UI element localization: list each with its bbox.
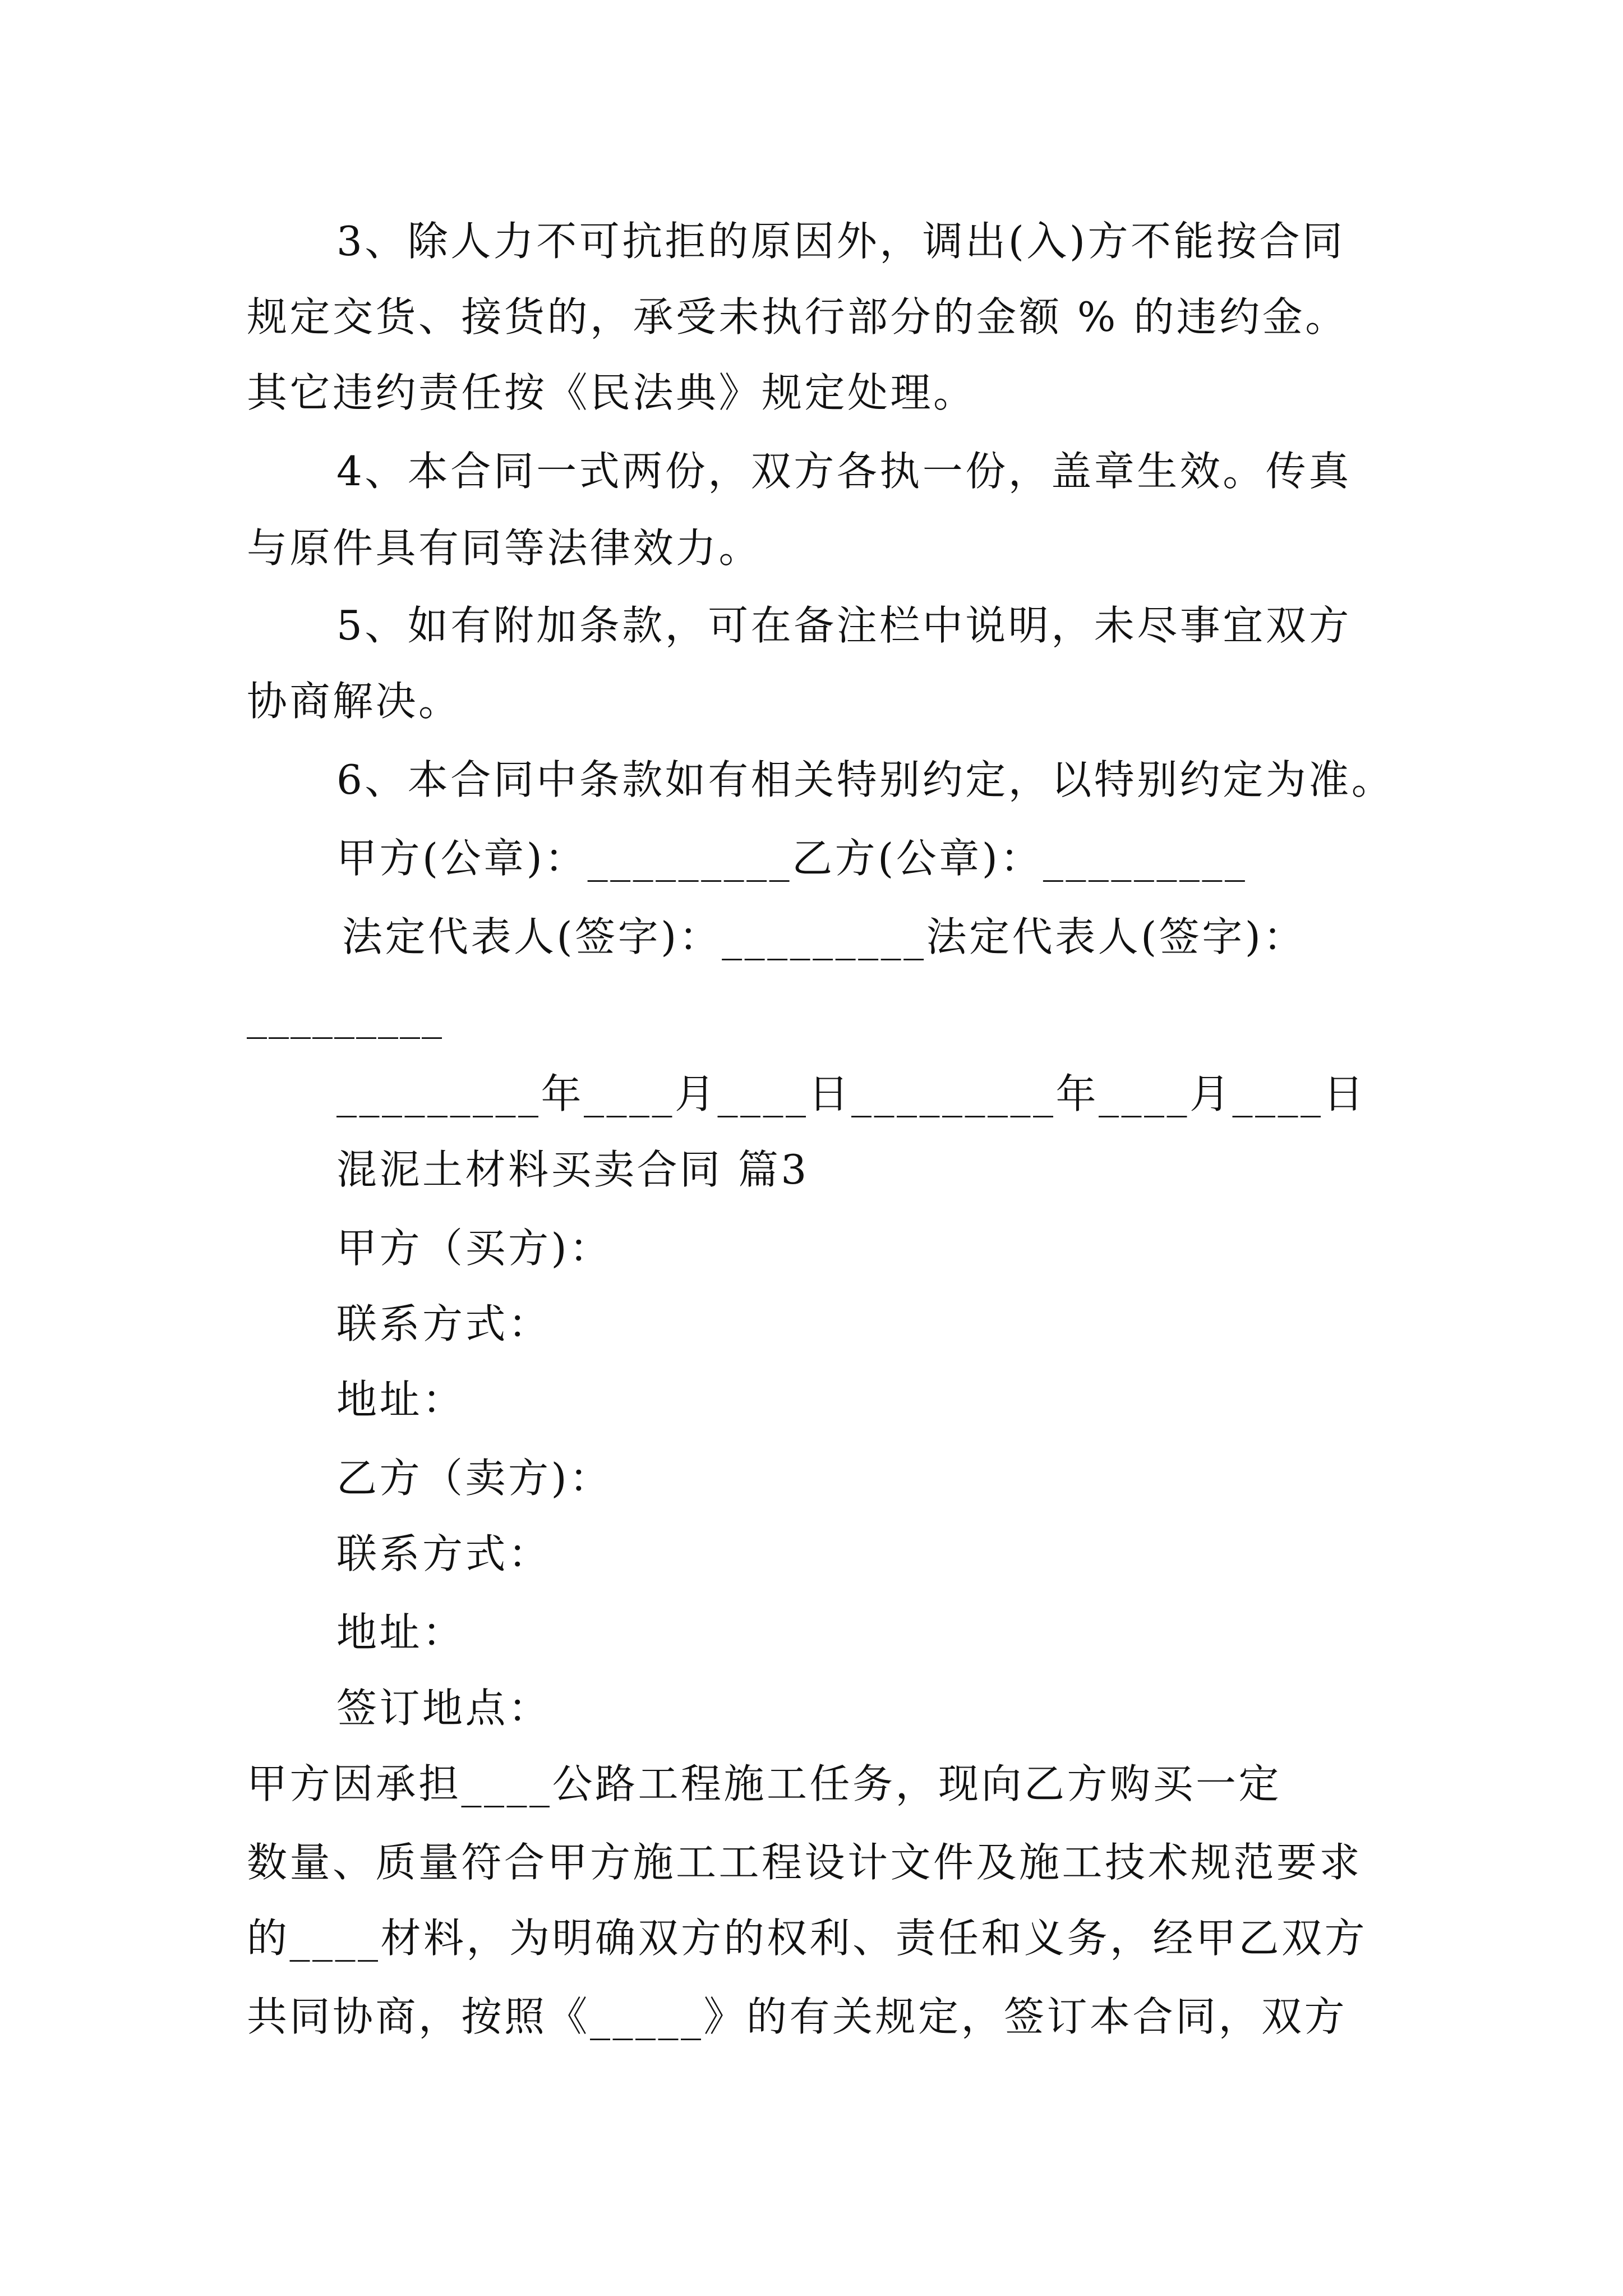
- clause-3-line-2: 规定交货、接货的，承受未执行部分的金额 % 的违约金。: [247, 293, 1348, 341]
- clause-4-line-1: 4、本合同一式两份，双方各执一份，盖章生效。传真: [336, 448, 1352, 495]
- party-b-contact-label: 联系方式：: [336, 1530, 551, 1577]
- clause-5-line-1: 5、如有附加条款，可在备注栏中说明，未尽事宜双方: [336, 602, 1352, 649]
- signature-seal-line: 甲方(公章)：_________乙方(公章)：_________: [336, 835, 1248, 882]
- party-a-address-label: 地址：: [336, 1376, 465, 1423]
- clause-4-line-2: 与原件具有同等法律效力。: [247, 524, 762, 572]
- section-title: 混泥土材料买卖合同 篇3: [336, 1146, 809, 1193]
- party-b-label: 乙方（卖方)：: [336, 1455, 612, 1502]
- clause-3-line-3: 其它违约责任按《民法典》规定处理。: [247, 369, 976, 416]
- signature-rep-line: 法定代表人(签字)：_________法定代表人(签字)：: [342, 913, 1306, 960]
- preamble-line-4: 共同协商，按照《_____》的有关规定，签订本合同，双方: [247, 1993, 1348, 2040]
- clause-5-line-2: 协商解决。: [247, 678, 462, 725]
- signing-place-label: 签订地点：: [336, 1685, 551, 1732]
- preamble-line-2: 数量、质量符合甲方施工工程设计文件及施工技术规范要求: [247, 1839, 1363, 1886]
- preamble-line-1: 甲方因承担____公路工程施工任务，现向乙方购买一定: [247, 1760, 1282, 1807]
- party-b-address-label: 地址：: [336, 1609, 465, 1656]
- party-a-contact-label: 联系方式：: [336, 1300, 551, 1347]
- party-a-label: 甲方（买方)：: [336, 1225, 612, 1272]
- signature-date-line: _________年____月____日_________年____月____日: [336, 1070, 1366, 1117]
- clause-3-line-1: 3、除人力不可抗拒的原因外，调出(入)方不能按合同: [336, 218, 1345, 265]
- preamble-line-3: 的____材料，为明确双方的权利、责任和义务，经甲乙双方: [247, 1915, 1368, 1962]
- clause-6-line: 6、本合同中条款如有相关特别约定，以特别约定为准。: [336, 756, 1395, 803]
- signature-rep-blank: _________: [247, 992, 444, 1039]
